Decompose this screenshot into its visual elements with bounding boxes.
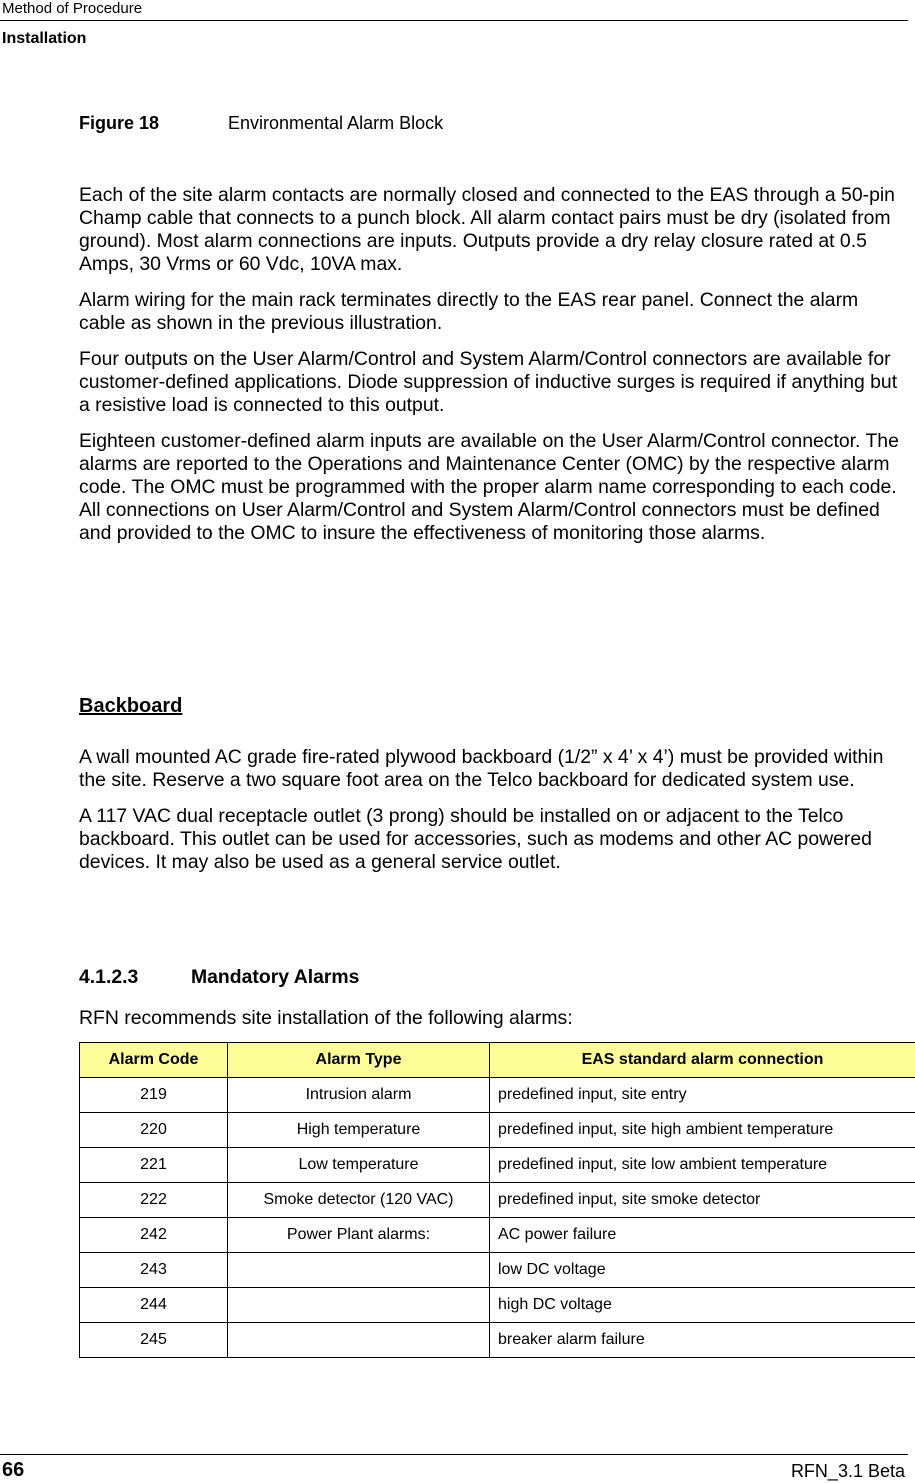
connection-cell: AC power failure — [490, 1218, 915, 1253]
connection-cell: predefined input, site high ambient temperature — [490, 1113, 915, 1148]
table-row — [80, 1323, 915, 1358]
header-divider — [0, 20, 908, 21]
alarm-type-cell — [228, 1323, 490, 1358]
alarm-code-cell: 245 — [80, 1323, 228, 1358]
alarm-code-cell: 220 — [80, 1113, 228, 1148]
alarm-code-cell: 221 — [80, 1148, 228, 1183]
column-header-eas-connection: EAS standard alarm connection — [490, 1043, 915, 1078]
table-row — [80, 1148, 915, 1183]
connection-cell: predefined input, site low ambient temperature — [490, 1148, 915, 1183]
table-row — [80, 1078, 915, 1113]
figure-caption-text: Environmental Alarm Block — [228, 113, 444, 133]
alarm-code-cell: 244 — [80, 1288, 228, 1323]
footer-divider — [0, 1454, 908, 1455]
mandatory-alarms-heading — [79, 965, 359, 989]
paragraph: A 117 VAC dual receptacle outlet (3 prong) should be installed on or adjacent to the Telco backboard. This outlet can be used for accessories, such as modems and other AC powered devices. It may also be used as a general service outlet. — [79, 805, 872, 873]
alarm-type-cell: Intrusion alarm — [228, 1078, 490, 1113]
alarm-code-cell: 242 — [80, 1218, 228, 1253]
connection-cell: predefined input, site smoke detector — [490, 1183, 915, 1218]
column-header-alarm-code: Alarm Code — [80, 1043, 228, 1078]
page-number: 66 — [2, 1459, 25, 1481]
body-text — [79, 184, 905, 558]
table-row — [80, 1218, 915, 1253]
alarm-type-cell — [228, 1288, 490, 1323]
backboard-heading: Backboard — [79, 695, 183, 717]
table-row — [80, 1183, 915, 1218]
alarm-type-cell: Smoke detector (120 VAC) — [228, 1183, 490, 1218]
paragraph: Alarm wiring for the main rack terminates directly to the EAS rear panel. Connect the alarm cable as shown in the previous illustration. — [79, 289, 859, 334]
alarm-code-cell: 243 — [80, 1253, 228, 1288]
section-heading-text: Mandatory Alarms — [191, 966, 360, 988]
table-row — [80, 1288, 915, 1323]
backboard-text — [79, 746, 905, 887]
document-title: Method of Procedure — [2, 0, 143, 17]
alarm-type-cell — [228, 1253, 490, 1288]
connection-cell: high DC voltage — [490, 1288, 915, 1323]
connection-cell: low DC voltage — [490, 1253, 915, 1288]
section-number: 4.1.2.3 — [79, 966, 139, 988]
mandatory-alarms-intro: RFN recommends site installation of the following alarms: — [79, 1007, 573, 1029]
table-row — [80, 1113, 915, 1148]
section-title: Installation — [2, 30, 87, 47]
table-header-row — [80, 1043, 915, 1078]
alarm-type-cell: High temperature — [228, 1113, 490, 1148]
figure-number: Figure 18 — [79, 113, 160, 133]
alarm-type-cell: Low temperature — [228, 1148, 490, 1183]
connection-cell: breaker alarm failure — [490, 1323, 915, 1358]
paragraph: A wall mounted AC grade fire-rated plywood backboard (1/2” x 4’ x 4’) must be provided within the site. Reserve a two square foot area on the Telco backboard for dedicated system use. — [79, 746, 884, 791]
figure-caption — [79, 112, 443, 134]
column-header-alarm-type: Alarm Type — [228, 1043, 490, 1078]
alarm-type-cell: Power Plant alarms: — [228, 1218, 490, 1253]
connection-cell: predefined input, site entry — [490, 1078, 915, 1113]
paragraph: Four outputs on the User Alarm/Control and System Alarm/Control connectors are available for customer-defined applications. Diode suppression of inductive surges is required if anything but a resistive load is connected to this output. — [79, 348, 898, 416]
document-version: RFN_3.1 Beta — [790, 1461, 905, 1481]
alarm-code-cell: 219 — [80, 1078, 228, 1113]
table-row — [80, 1253, 915, 1288]
alarm-code-cell: 222 — [80, 1183, 228, 1218]
alarm-table — [79, 1042, 915, 1358]
paragraph: Each of the site alarm contacts are normally closed and connected to the EAS through a 50-pin Champ cable that connects to a punch block. All alarm contact pairs must be dry (isolated from ground). Most alarm connections are inputs. Outputs provide a dry relay closure rated at 0.5 Amps, 30 Vrms or 60 Vdc, 10VA max. — [79, 184, 895, 275]
paragraph: Eighteen customer-defined alarm inputs are available on the User Alarm/Control connector. The alarms are reported to the Operations and Maintenance Center (OMC) by the respective alarm code. The OMC must be programmed with the proper alarm name corresponding to each code. All connections on User Alarm/Control and System Alarm/Control connectors must be defined and provided to the OMC to insure the effectiveness of monitoring those alarms. — [79, 430, 899, 544]
